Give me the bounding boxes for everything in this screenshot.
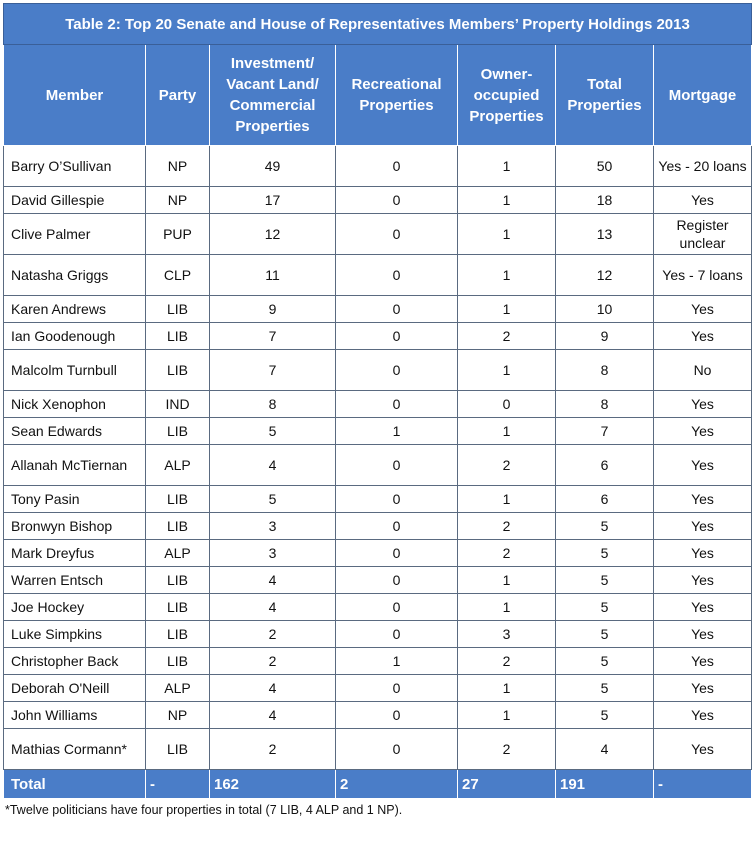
cell-mortgage: Register unclear <box>654 214 752 255</box>
cell-recreational: 1 <box>336 648 458 675</box>
table-row <box>4 214 752 255</box>
total-owner-occupied: 27 <box>458 770 556 799</box>
cell-member: David Gillespie <box>4 187 146 214</box>
cell-party: PUP <box>146 214 210 255</box>
cell-owner-occupied: 1 <box>458 418 556 445</box>
cell-total: 6 <box>556 445 654 486</box>
cell-member: Christopher Back <box>4 648 146 675</box>
cell-party: CLP <box>146 255 210 296</box>
cell-recreational: 0 <box>336 146 458 187</box>
cell-recreational: 0 <box>336 675 458 702</box>
cell-total: 7 <box>556 418 654 445</box>
total-label: Total <box>4 770 146 799</box>
cell-recreational: 0 <box>336 594 458 621</box>
table-footnote: *Twelve politicians have four properties in total (7 LIB, 4 ALP and 1 NP). <box>5 803 403 817</box>
cell-investment: 3 <box>210 540 336 567</box>
table-row <box>4 445 752 486</box>
cell-owner-occupied: 3 <box>458 621 556 648</box>
table-row <box>4 702 752 729</box>
cell-member: Sean Edwards <box>4 418 146 445</box>
cell-investment: 2 <box>210 648 336 675</box>
cell-party: LIB <box>146 594 210 621</box>
cell-member: Karen Andrews <box>4 296 146 323</box>
cell-investment: 4 <box>210 594 336 621</box>
cell-owner-occupied: 2 <box>458 729 556 770</box>
column-header-party: Party <box>146 45 210 146</box>
cell-recreational: 0 <box>336 621 458 648</box>
cell-owner-occupied: 2 <box>458 513 556 540</box>
cell-investment: 5 <box>210 418 336 445</box>
cell-owner-occupied: 1 <box>458 255 556 296</box>
cell-investment: 4 <box>210 445 336 486</box>
cell-mortgage: Yes <box>654 486 752 513</box>
table-row <box>4 621 752 648</box>
cell-investment: 4 <box>210 675 336 702</box>
cell-total: 8 <box>556 391 654 418</box>
cell-mortgage: Yes - 7 loans <box>654 255 752 296</box>
cell-recreational: 0 <box>336 350 458 391</box>
cell-recreational: 0 <box>336 486 458 513</box>
cell-party: LIB <box>146 621 210 648</box>
cell-party: ALP <box>146 675 210 702</box>
table-row <box>4 594 752 621</box>
cell-mortgage: Yes <box>654 323 752 350</box>
table-body <box>4 146 752 770</box>
cell-total: 5 <box>556 567 654 594</box>
cell-recreational: 0 <box>336 187 458 214</box>
cell-owner-occupied: 1 <box>458 214 556 255</box>
cell-party: ALP <box>146 540 210 567</box>
table-row <box>4 648 752 675</box>
cell-investment: 4 <box>210 702 336 729</box>
cell-recreational: 0 <box>336 391 458 418</box>
cell-member: Mark Dreyfus <box>4 540 146 567</box>
cell-member: Allanah McTiernan <box>4 445 146 486</box>
cell-total: 5 <box>556 540 654 567</box>
cell-total: 5 <box>556 621 654 648</box>
cell-owner-occupied: 2 <box>458 540 556 567</box>
cell-total: 18 <box>556 187 654 214</box>
cell-mortgage: Yes <box>654 675 752 702</box>
cell-mortgage: Yes <box>654 513 752 540</box>
cell-mortgage: Yes <box>654 621 752 648</box>
cell-member: Malcolm Turnbull <box>4 350 146 391</box>
table-row <box>4 255 752 296</box>
cell-party: NP <box>146 187 210 214</box>
cell-owner-occupied: 1 <box>458 675 556 702</box>
cell-mortgage: Yes <box>654 540 752 567</box>
cell-party: LIB <box>146 648 210 675</box>
cell-member: Joe Hockey <box>4 594 146 621</box>
cell-total: 5 <box>556 513 654 540</box>
table-row <box>4 567 752 594</box>
cell-mortgage: No <box>654 350 752 391</box>
cell-party: LIB <box>146 729 210 770</box>
cell-investment: 5 <box>210 486 336 513</box>
cell-recreational: 0 <box>336 296 458 323</box>
total-investment: 162 <box>210 770 336 799</box>
column-header-member: Member <box>4 45 146 146</box>
cell-mortgage: Yes <box>654 702 752 729</box>
cell-owner-occupied: 1 <box>458 594 556 621</box>
cell-recreational: 0 <box>336 702 458 729</box>
cell-mortgage: Yes <box>654 391 752 418</box>
column-header-recreational: Recreational Properties <box>336 45 458 146</box>
cell-investment: 8 <box>210 391 336 418</box>
cell-mortgage: Yes <box>654 445 752 486</box>
cell-recreational: 0 <box>336 567 458 594</box>
header-row <box>4 45 752 146</box>
column-header-total: Total Properties <box>556 45 654 146</box>
cell-total: 9 <box>556 323 654 350</box>
cell-mortgage: Yes <box>654 594 752 621</box>
cell-owner-occupied: 1 <box>458 486 556 513</box>
cell-total: 5 <box>556 594 654 621</box>
table-row <box>4 513 752 540</box>
cell-recreational: 0 <box>336 323 458 350</box>
cell-party: LIB <box>146 350 210 391</box>
cell-member: Natasha Griggs <box>4 255 146 296</box>
cell-mortgage: Yes <box>654 729 752 770</box>
cell-party: ALP <box>146 445 210 486</box>
column-header-owner-occupied: Owner-occupied Properties <box>458 45 556 146</box>
cell-investment: 9 <box>210 296 336 323</box>
cell-party: LIB <box>146 486 210 513</box>
cell-investment: 17 <box>210 187 336 214</box>
table-row <box>4 323 752 350</box>
total-mortgage: - <box>654 770 752 799</box>
column-header-mortgage: Mortgage <box>654 45 752 146</box>
cell-owner-occupied: 1 <box>458 296 556 323</box>
cell-recreational: 0 <box>336 214 458 255</box>
table-row <box>4 187 752 214</box>
cell-total: 5 <box>556 702 654 729</box>
cell-total: 13 <box>556 214 654 255</box>
cell-member: Clive Palmer <box>4 214 146 255</box>
cell-total: 12 <box>556 255 654 296</box>
cell-party: LIB <box>146 513 210 540</box>
cell-recreational: 0 <box>336 729 458 770</box>
cell-recreational: 0 <box>336 513 458 540</box>
cell-member: Tony Pasin <box>4 486 146 513</box>
cell-owner-occupied: 1 <box>458 146 556 187</box>
total-recreational: 2 <box>336 770 458 799</box>
total-total: 191 <box>556 770 654 799</box>
cell-owner-occupied: 1 <box>458 187 556 214</box>
cell-total: 50 <box>556 146 654 187</box>
cell-total: 10 <box>556 296 654 323</box>
cell-party: NP <box>146 702 210 729</box>
cell-investment: 2 <box>210 729 336 770</box>
cell-mortgage: Yes <box>654 567 752 594</box>
cell-owner-occupied: 2 <box>458 648 556 675</box>
cell-investment: 7 <box>210 350 336 391</box>
cell-recreational: 0 <box>336 445 458 486</box>
cell-owner-occupied: 2 <box>458 323 556 350</box>
cell-owner-occupied: 1 <box>458 350 556 391</box>
cell-mortgage: Yes <box>654 648 752 675</box>
cell-member: John Williams <box>4 702 146 729</box>
table-row <box>4 146 752 187</box>
cell-recreational: 0 <box>336 255 458 296</box>
cell-owner-occupied: 1 <box>458 702 556 729</box>
table-row <box>4 296 752 323</box>
property-table-container <box>3 3 751 817</box>
cell-party: LIB <box>146 567 210 594</box>
table-row <box>4 391 752 418</box>
cell-member: Mathias Cormann* <box>4 729 146 770</box>
cell-party: LIB <box>146 296 210 323</box>
cell-total: 4 <box>556 729 654 770</box>
cell-party: LIB <box>146 418 210 445</box>
cell-total: 5 <box>556 675 654 702</box>
cell-recreational: 1 <box>336 418 458 445</box>
cell-investment: 2 <box>210 621 336 648</box>
table-row <box>4 350 752 391</box>
cell-member: Nick Xenophon <box>4 391 146 418</box>
table-row <box>4 418 752 445</box>
cell-member: Barry O’Sullivan <box>4 146 146 187</box>
cell-member: Bronwyn Bishop <box>4 513 146 540</box>
cell-party: LIB <box>146 323 210 350</box>
cell-recreational: 0 <box>336 540 458 567</box>
cell-party: IND <box>146 391 210 418</box>
total-row <box>4 770 752 799</box>
cell-total: 5 <box>556 648 654 675</box>
cell-investment: 49 <box>210 146 336 187</box>
cell-investment: 12 <box>210 214 336 255</box>
cell-member: Warren Entsch <box>4 567 146 594</box>
cell-investment: 3 <box>210 513 336 540</box>
table-row <box>4 675 752 702</box>
table-title: Table 2: Top 20 Senate and House of Representatives Members’ Property Holdings 2013 <box>4 4 752 45</box>
cell-owner-occupied: 1 <box>458 567 556 594</box>
cell-investment: 4 <box>210 567 336 594</box>
cell-investment: 11 <box>210 255 336 296</box>
table-row <box>4 729 752 770</box>
cell-party: NP <box>146 146 210 187</box>
cell-mortgage: Yes <box>654 296 752 323</box>
cell-owner-occupied: 0 <box>458 391 556 418</box>
cell-mortgage: Yes <box>654 187 752 214</box>
cell-mortgage: Yes <box>654 418 752 445</box>
cell-member: Luke Simpkins <box>4 621 146 648</box>
table-row <box>4 486 752 513</box>
property-holdings-table <box>3 3 752 799</box>
cell-investment: 7 <box>210 323 336 350</box>
column-header-investment: Investment/ Vacant Land/ Commercial Properties <box>210 45 336 146</box>
cell-member: Deborah O'Neill <box>4 675 146 702</box>
total-party: - <box>146 770 210 799</box>
table-row <box>4 540 752 567</box>
cell-owner-occupied: 2 <box>458 445 556 486</box>
cell-member: Ian Goodenough <box>4 323 146 350</box>
cell-total: 6 <box>556 486 654 513</box>
cell-mortgage: Yes - 20 loans <box>654 146 752 187</box>
cell-total: 8 <box>556 350 654 391</box>
